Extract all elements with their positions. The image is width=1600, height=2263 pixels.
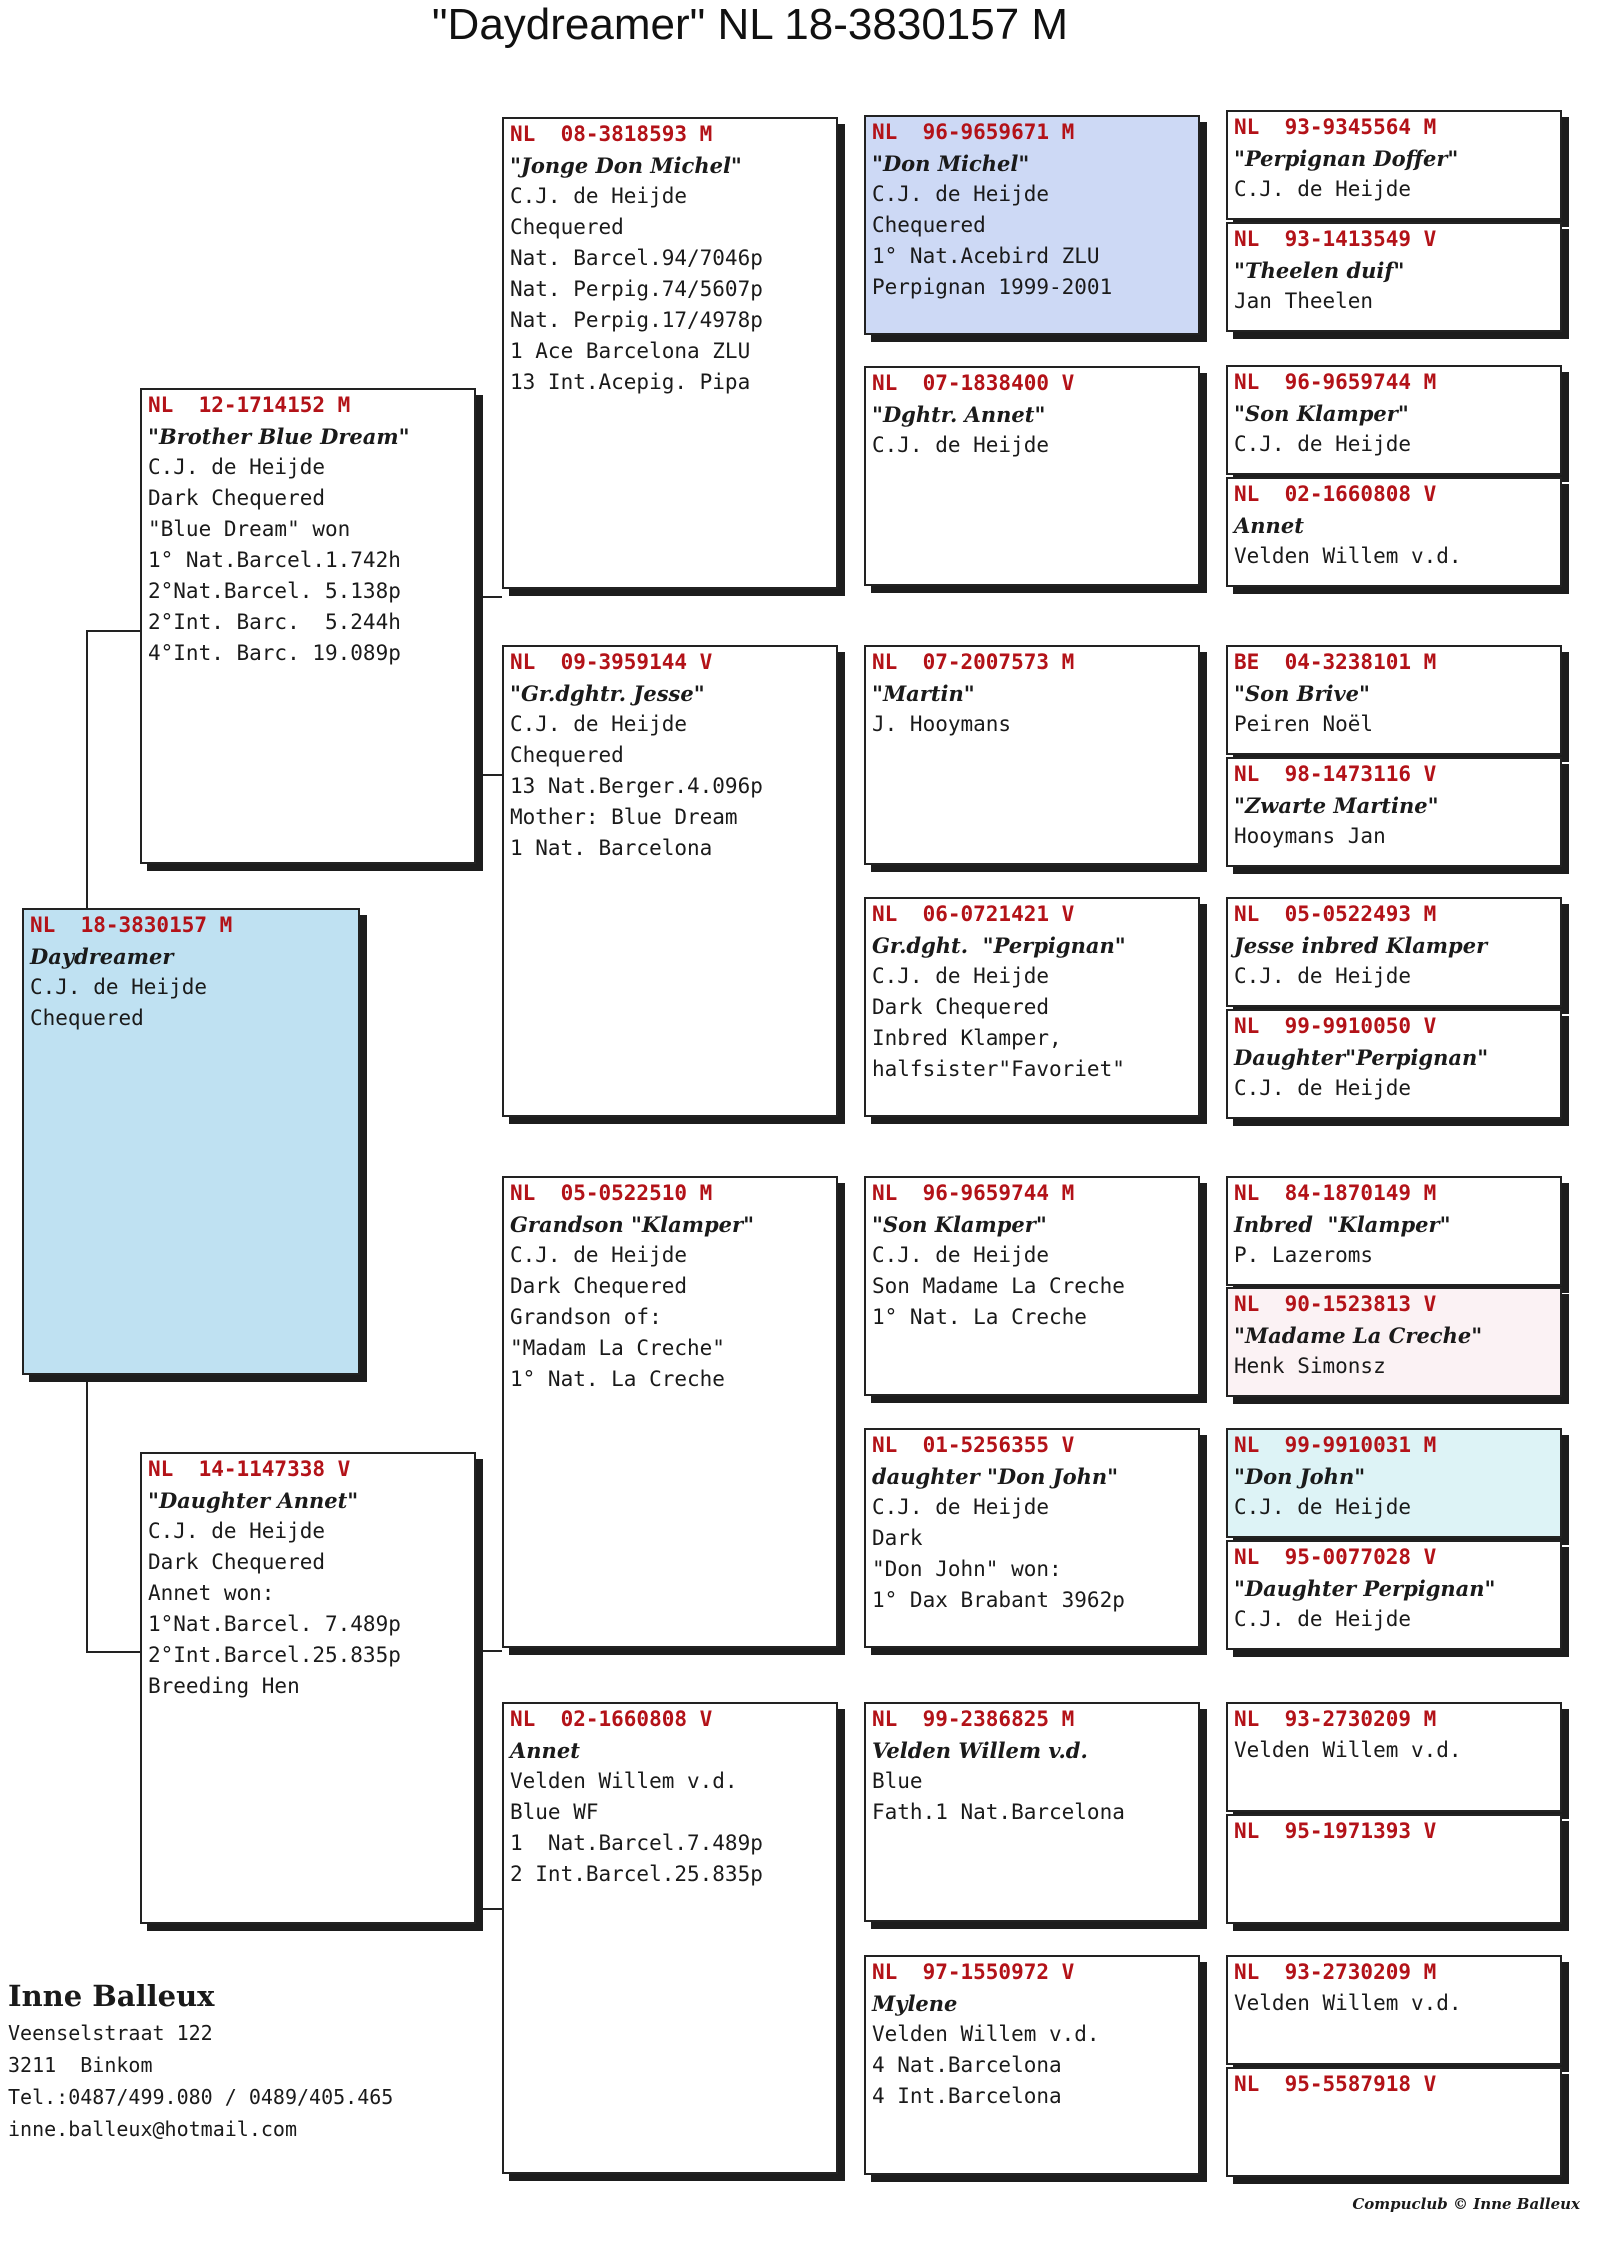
pedigree-card-sire[interactable] xyxy=(140,388,476,864)
ring-number: NL 99-2386825 M xyxy=(872,1707,1075,1731)
card-line: Blue WF xyxy=(510,1800,599,1824)
pedigree-card-sdd[interactable] xyxy=(864,897,1200,1117)
card-line: C.J. de Heijde xyxy=(510,184,688,208)
card-line: "Blue Dream" won xyxy=(148,517,351,541)
pedigree-card-subject[interactable] xyxy=(22,908,360,1375)
pedigree-card-ddd[interactable] xyxy=(864,1955,1200,2175)
page-title: "Daydreamer" NL 18-3830157 M xyxy=(431,0,1069,49)
card-line: Velden Willem v.d. xyxy=(1234,1738,1462,1762)
pigeon-name: "Don Michel" xyxy=(872,151,1030,176)
pigeon-name: Daughter"Perpignan" xyxy=(1234,1045,1489,1070)
card-line: Inbred Klamper, xyxy=(872,1026,1062,1050)
pigeon-name: "Daughter Perpignan" xyxy=(1234,1576,1496,1601)
ring-number: NL 99-9910050 V xyxy=(1234,1014,1437,1038)
pedigree-card-g4[interactable] xyxy=(1226,477,1562,587)
pedigree-card-g7[interactable] xyxy=(1226,897,1562,1007)
card-line: Dark Chequered xyxy=(148,1550,326,1574)
card-line: Velden Willem v.d. xyxy=(1234,544,1462,568)
card-line: 2 Int.Barcel.25.835p xyxy=(510,1862,763,1886)
card-line: Dark Chequered xyxy=(148,486,326,510)
card-line: 2°Int. Barc. 5.244h xyxy=(148,610,401,634)
card-line: C.J. de Heijde xyxy=(872,182,1050,206)
pedigree-card-g11[interactable] xyxy=(1226,1428,1562,1538)
ring-number: NL 01-5256355 V xyxy=(872,1433,1075,1457)
card-line: C.J. de Heijde xyxy=(1234,432,1412,456)
card-line: Velden Willem v.d. xyxy=(510,1769,738,1793)
pigeon-name: daughter "Don John" xyxy=(872,1464,1119,1489)
pedigree-card-dds[interactable] xyxy=(864,1702,1200,1922)
card-line: Chequered xyxy=(872,213,986,237)
card-line: C.J. de Heijde xyxy=(510,712,688,736)
pigeon-name: "Perpignan Doffer" xyxy=(1234,146,1459,171)
card-line: 1° Nat.Barcel.1.742h xyxy=(148,548,401,572)
connector-line xyxy=(478,1650,502,1780)
card-line: C.J. de Heijde xyxy=(148,1519,326,1543)
ring-number: NL 02-1660808 V xyxy=(1234,482,1437,506)
card-line: Blue xyxy=(872,1769,923,1793)
ring-number: BE 04-3238101 M xyxy=(1234,650,1437,674)
card-line: Breeding Hen xyxy=(148,1674,300,1698)
card-line: 1° Nat. La Creche xyxy=(510,1367,725,1391)
card-line: Nat. Barcel.94/7046p xyxy=(510,246,763,270)
card-line: Mother: Blue Dream xyxy=(510,805,738,829)
pigeon-name: "Madame La Creche" xyxy=(1234,1323,1483,1348)
pigeon-name: "Son Klamper" xyxy=(872,1212,1047,1237)
pedigree-card-g15[interactable] xyxy=(1226,1955,1562,2065)
card-line: C.J. de Heijde xyxy=(872,964,1050,988)
card-line: 1° Nat.Acebird ZLU xyxy=(872,244,1100,268)
card-line: J. Hooymans xyxy=(872,712,1012,736)
ring-number: NL 07-1838400 V xyxy=(872,371,1075,395)
pedigree-card-g12[interactable] xyxy=(1226,1540,1562,1650)
connector-line xyxy=(478,596,502,686)
pigeon-name: Jesse inbred Klamper xyxy=(1234,933,1488,958)
card-line: 1 Nat. Barcelona xyxy=(510,836,713,860)
card-line: Hooymans Jan xyxy=(1234,824,1386,848)
pigeon-name: Daydreamer xyxy=(30,944,174,969)
owner-email[interactable]: inne.balleux@hotmail.com xyxy=(8,2117,297,2141)
card-line: Peiren Noël xyxy=(1234,712,1374,736)
connector-line xyxy=(86,630,142,908)
card-line: C.J. de Heijde xyxy=(1234,1495,1412,1519)
ring-number: NL 06-0721421 V xyxy=(872,902,1075,926)
connector-line xyxy=(478,1780,502,1910)
pedigree-card-g10[interactable] xyxy=(1226,1287,1562,1397)
pedigree-card-g13[interactable] xyxy=(1226,1702,1562,1812)
card-line: C.J. de Heijde xyxy=(148,455,326,479)
card-line: Velden Willem v.d. xyxy=(1234,1991,1462,2015)
card-line: Henk Simonsz xyxy=(1234,1354,1386,1378)
owner-phone: Tel.:0487/499.080 / 0489/405.465 xyxy=(8,2085,394,2109)
pigeon-name: "Brother Blue Dream" xyxy=(148,424,410,449)
card-line: C.J. de Heijde xyxy=(872,433,1050,457)
ring-number: NL 90-1523813 V xyxy=(1234,1292,1437,1316)
ring-number: NL 08-3818593 M xyxy=(510,122,713,146)
card-line: C.J. de Heijde xyxy=(1234,964,1412,988)
ring-number: NL 93-9345564 M xyxy=(1234,115,1437,139)
ring-number: NL 98-1473116 V xyxy=(1234,762,1437,786)
card-line: 2°Int.Barcel.25.835p xyxy=(148,1643,401,1667)
card-line: Nat. Perpig.17/4978p xyxy=(510,308,763,332)
ring-number: NL 84-1870149 M xyxy=(1234,1181,1437,1205)
ring-number: NL 02-1660808 V xyxy=(510,1707,713,1731)
pedigree-card-sire-dam[interactable] xyxy=(502,645,838,1117)
pigeon-name: "Don John" xyxy=(1234,1464,1366,1489)
pigeon-name: Annet xyxy=(1234,513,1304,538)
card-line: 1°Nat.Barcel. 7.489p xyxy=(148,1612,401,1636)
card-line: Perpignan 1999-2001 xyxy=(872,275,1113,299)
pigeon-name: Gr.dght. "Perpignan" xyxy=(872,933,1126,958)
pedigree-card-dam[interactable] xyxy=(140,1452,476,1924)
pedigree-card-dam-sire[interactable] xyxy=(502,1176,838,1648)
pigeon-name: Annet xyxy=(510,1738,580,1763)
card-line: 4 Int.Barcelona xyxy=(872,2084,1062,2108)
card-line: 1 Ace Barcelona ZLU xyxy=(510,339,751,363)
ring-number: NL 05-0522493 M xyxy=(1234,902,1437,926)
ring-number: NL 93-2730209 M xyxy=(1234,1960,1437,1984)
card-line: C.J. de Heijde xyxy=(1234,177,1412,201)
card-line: C.J. de Heijde xyxy=(30,975,208,999)
pigeon-name: Inbred "Klamper" xyxy=(1234,1212,1451,1237)
ring-number: NL 93-1413549 V xyxy=(1234,227,1437,251)
ring-number: NL 18-3830157 M xyxy=(30,913,233,937)
pedigree-card-g2[interactable] xyxy=(1226,222,1562,332)
pedigree-card-g16[interactable] xyxy=(1226,2067,1562,2177)
card-line: Fath.1 Nat.Barcelona xyxy=(872,1800,1125,1824)
pedigree-card-sds[interactable] xyxy=(864,645,1200,865)
card-line: Chequered xyxy=(30,1006,144,1030)
connector-line xyxy=(478,686,502,776)
card-line: Dark xyxy=(872,1526,923,1550)
card-line: Jan Theelen xyxy=(1234,289,1374,313)
owner-address: Veenselstraat 122 xyxy=(8,2021,213,2045)
card-line: P. Lazeroms xyxy=(1234,1243,1374,1267)
ring-number: NL 95-0077028 V xyxy=(1234,1545,1437,1569)
card-line: Son Madame La Creche xyxy=(872,1274,1125,1298)
pigeon-name: "Zwarte Martine" xyxy=(1234,793,1439,818)
card-line: 2°Nat.Barcel. 5.138p xyxy=(148,579,401,603)
pedigree-card-g5[interactable] xyxy=(1226,645,1562,755)
pigeon-name: "Dghtr. Annet" xyxy=(872,402,1046,427)
card-line: Chequered xyxy=(510,215,624,239)
pedigree-card-g6[interactable] xyxy=(1226,757,1562,867)
card-line: "Madam La Creche" xyxy=(510,1336,725,1360)
card-line: C.J. de Heijde xyxy=(510,1243,688,1267)
owner-info xyxy=(8,1975,393,2145)
card-line: 4°Int. Barc. 19.089p xyxy=(148,641,401,665)
card-line: Grandson of: xyxy=(510,1305,662,1329)
card-line: halfsister"Favoriet" xyxy=(872,1057,1125,1081)
card-line: 1° Dax Brabant 3962p xyxy=(872,1588,1125,1612)
card-line: 4 Nat.Barcelona xyxy=(872,2053,1062,2077)
pigeon-name: Mylene xyxy=(872,1991,958,2016)
pedigree-card-g9[interactable] xyxy=(1226,1176,1562,1286)
pedigree-card-dam-dam[interactable] xyxy=(502,1702,838,2174)
ring-number: NL 96-9659671 M xyxy=(872,120,1075,144)
pedigree-card-ssd[interactable] xyxy=(864,366,1200,586)
pedigree-card-dss[interactable] xyxy=(864,1176,1200,1396)
owner-city: 3211 Binkom xyxy=(8,2053,153,2077)
ring-number: NL 99-9910031 M xyxy=(1234,1433,1437,1457)
card-line: Dark Chequered xyxy=(510,1274,688,1298)
pedigree-card-dsd[interactable] xyxy=(864,1428,1200,1648)
ring-number: NL 09-3959144 V xyxy=(510,650,713,674)
pigeon-name: "Daughter Annet" xyxy=(148,1488,359,1513)
ring-number: NL 96-9659744 M xyxy=(872,1181,1075,1205)
credit-footer: Compuclub © Inne Balleux xyxy=(1352,2195,1580,2213)
ring-number: NL 95-5587918 V xyxy=(1234,2072,1437,2096)
card-line: 13 Int.Acepig. Pipa xyxy=(510,370,751,394)
card-line: Annet won: xyxy=(148,1581,275,1605)
pigeon-name: Grandson "Klamper" xyxy=(510,1212,755,1237)
pedigree-card-sss[interactable] xyxy=(864,115,1200,335)
pigeon-name: "Son Brive" xyxy=(1234,681,1370,706)
pedigree-card-g8[interactable] xyxy=(1226,1009,1562,1119)
ring-number: NL 95-1971393 V xyxy=(1234,1819,1437,1843)
card-line: 1 Nat.Barcel.7.489p xyxy=(510,1831,763,1855)
card-line: Chequered xyxy=(510,743,624,767)
card-line: C.J. de Heijde xyxy=(1234,1607,1412,1631)
ring-number: NL 07-2007573 M xyxy=(872,650,1075,674)
card-line: 13 Nat.Berger.4.096p xyxy=(510,774,763,798)
card-line: C.J. de Heijde xyxy=(1234,1076,1412,1100)
ring-number: NL 05-0522510 M xyxy=(510,1181,713,1205)
owner-name: Inne Balleux xyxy=(8,1979,215,2013)
pigeon-name: "Theelen duif" xyxy=(1234,258,1405,283)
pigeon-name: "Martin" xyxy=(872,681,975,706)
card-line: Nat. Perpig.74/5607p xyxy=(510,277,763,301)
connector-line xyxy=(86,1375,142,1653)
pedigree-card-g3[interactable] xyxy=(1226,365,1562,475)
pedigree-card-g14[interactable] xyxy=(1226,1814,1562,1924)
ring-number: NL 93-2730209 M xyxy=(1234,1707,1437,1731)
card-line: C.J. de Heijde xyxy=(872,1243,1050,1267)
pigeon-name: "Gr.dghtr. Jesse" xyxy=(510,681,705,706)
card-line: "Don John" won: xyxy=(872,1557,1062,1581)
ring-number: NL 12-1714152 M xyxy=(148,393,351,417)
ring-number: NL 97-1550972 V xyxy=(872,1960,1075,1984)
card-line: Velden Willem v.d. xyxy=(872,2022,1100,2046)
card-line: C.J. de Heijde xyxy=(872,1495,1050,1519)
pigeon-name: Velden Willem v.d. xyxy=(872,1738,1088,1763)
pedigree-card-sire-sire[interactable] xyxy=(502,117,838,589)
card-line: Dark Chequered xyxy=(872,995,1050,1019)
pedigree-card-g1[interactable] xyxy=(1226,110,1562,220)
card-line: 1° Nat. La Creche xyxy=(872,1305,1087,1329)
pigeon-name: "Jonge Don Michel" xyxy=(510,153,742,178)
pigeon-name: "Son Klamper" xyxy=(1234,401,1409,426)
ring-number: NL 96-9659744 M xyxy=(1234,370,1437,394)
ring-number: NL 14-1147338 V xyxy=(148,1457,351,1481)
